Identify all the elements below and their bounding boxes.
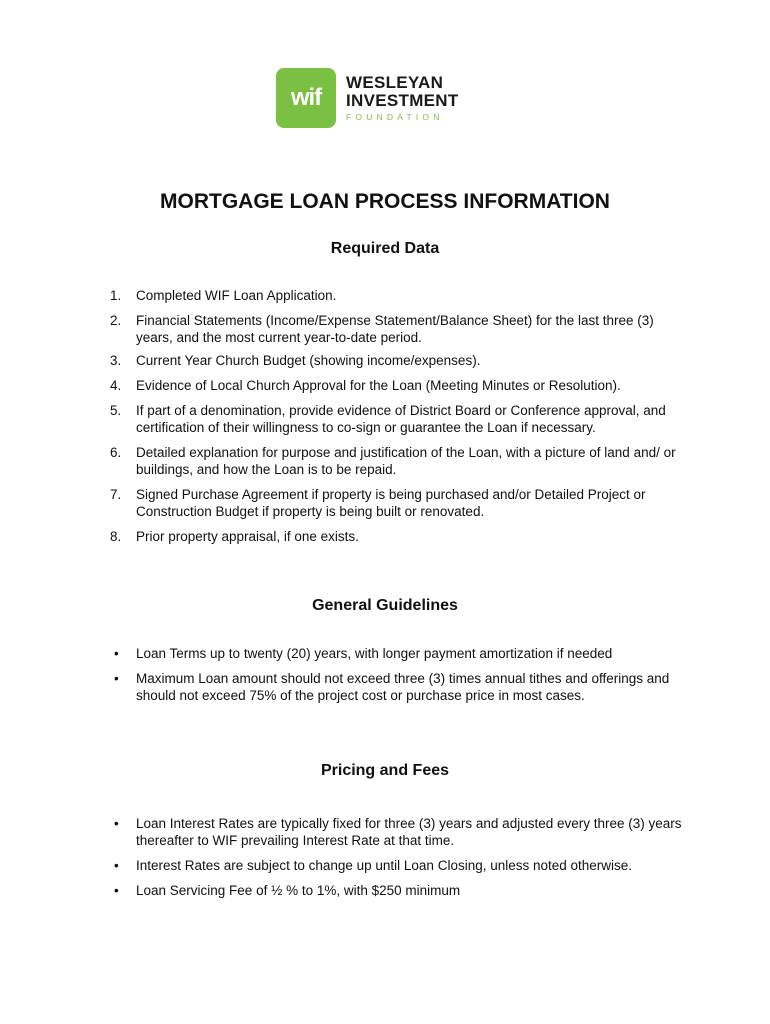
list-item-text: Loan Servicing Fee of ½ % to 1%, with $250 minimum [136, 883, 461, 898]
list-item [110, 287, 690, 304]
general-guidelines-heading: General Guidelines [312, 597, 458, 614]
bullet-marker: • [114, 671, 119, 686]
list-item-marker: 4. [110, 378, 122, 393]
logo-line-investment: INVESTMENT [346, 91, 459, 111]
general-guidelines-list [110, 645, 690, 704]
list-item-marker: 1. [110, 288, 122, 303]
wif-logo [276, 68, 459, 128]
list-item [110, 352, 690, 369]
pricing-and-fees-heading: Pricing and Fees [320, 762, 450, 779]
list-item [110, 815, 690, 849]
list-item [110, 528, 690, 545]
list-item [110, 857, 690, 874]
pricing-and-fees-list [110, 815, 690, 899]
list-item [110, 645, 690, 662]
list-item-marker: 6. [110, 445, 122, 460]
list-item [110, 670, 690, 704]
bullet-marker: • [114, 816, 119, 831]
list-item [110, 312, 690, 346]
list-item-marker: 2. [110, 313, 122, 328]
list-item-text: Signed Purchase Agreement if property is being purchased and/or Detailed Project or Construction Budget if property is being built or renovated. [136, 487, 646, 519]
required-data-list [110, 287, 690, 545]
bullet-marker: • [114, 883, 119, 898]
list-item [110, 444, 690, 478]
list-item-text: Prior property appraisal, if one exists. [136, 529, 359, 544]
list-item-text: Completed WIF Loan Application. [136, 288, 337, 303]
list-item-marker: 5. [110, 403, 122, 418]
list-item-text: Loan Interest Rates are typically fixed for three (3) years and adjusted every three (3) years thereafter to WIF prevailing Interest Rate at that time. [136, 816, 682, 848]
required-data-heading: Required Data [330, 240, 440, 257]
list-item-marker: 3. [110, 353, 122, 368]
logo-line-foundation: FOUNDATION [346, 112, 444, 123]
list-item [110, 377, 690, 394]
list-item [110, 882, 690, 899]
bullet-marker: • [114, 646, 119, 661]
list-item-text: Evidence of Local Church Approval for the Loan (Meeting Minutes or Resolution). [136, 378, 621, 393]
list-item-text: Interest Rates are subject to change up until Loan Closing, unless noted otherwise. [136, 858, 633, 873]
list-item-marker: 8. [110, 529, 122, 544]
list-item-text: If part of a denomination, provide evidence of District Board or Conference approval, and certification of their willingness to co-sign or guarantee the Loan if necessary. [136, 403, 666, 435]
bullet-marker: • [114, 858, 119, 873]
wif-logo-wordmark [346, 74, 459, 122]
list-item-marker: 7. [110, 487, 122, 502]
list-item [110, 486, 690, 520]
list-item-text: Current Year Church Budget (showing income/expenses). [136, 353, 481, 368]
list-item [110, 402, 690, 436]
logo-line-wesleyan: WESLEYAN [346, 73, 444, 93]
page-title: MORTGAGE LOAN PROCESS INFORMATION [160, 190, 610, 213]
wif-logo-mark: wif [276, 68, 336, 128]
list-item-text: Detailed explanation for purpose and justification of the Loan, with a picture of land and/ or buildings, and how the Loan is to be repaid. [136, 445, 676, 477]
list-item-text: Loan Terms up to twenty (20) years, with longer payment amortization if needed [136, 646, 613, 661]
list-item-text: Financial Statements (Income/Expense Statement/Balance Sheet) for the last three (3) years, and the most current year-to-date period. [136, 313, 654, 345]
list-item-text: Maximum Loan amount should not exceed three (3) times annual tithes and offerings and should not exceed 75% of the project cost or purchase price in most cases. [136, 671, 670, 703]
